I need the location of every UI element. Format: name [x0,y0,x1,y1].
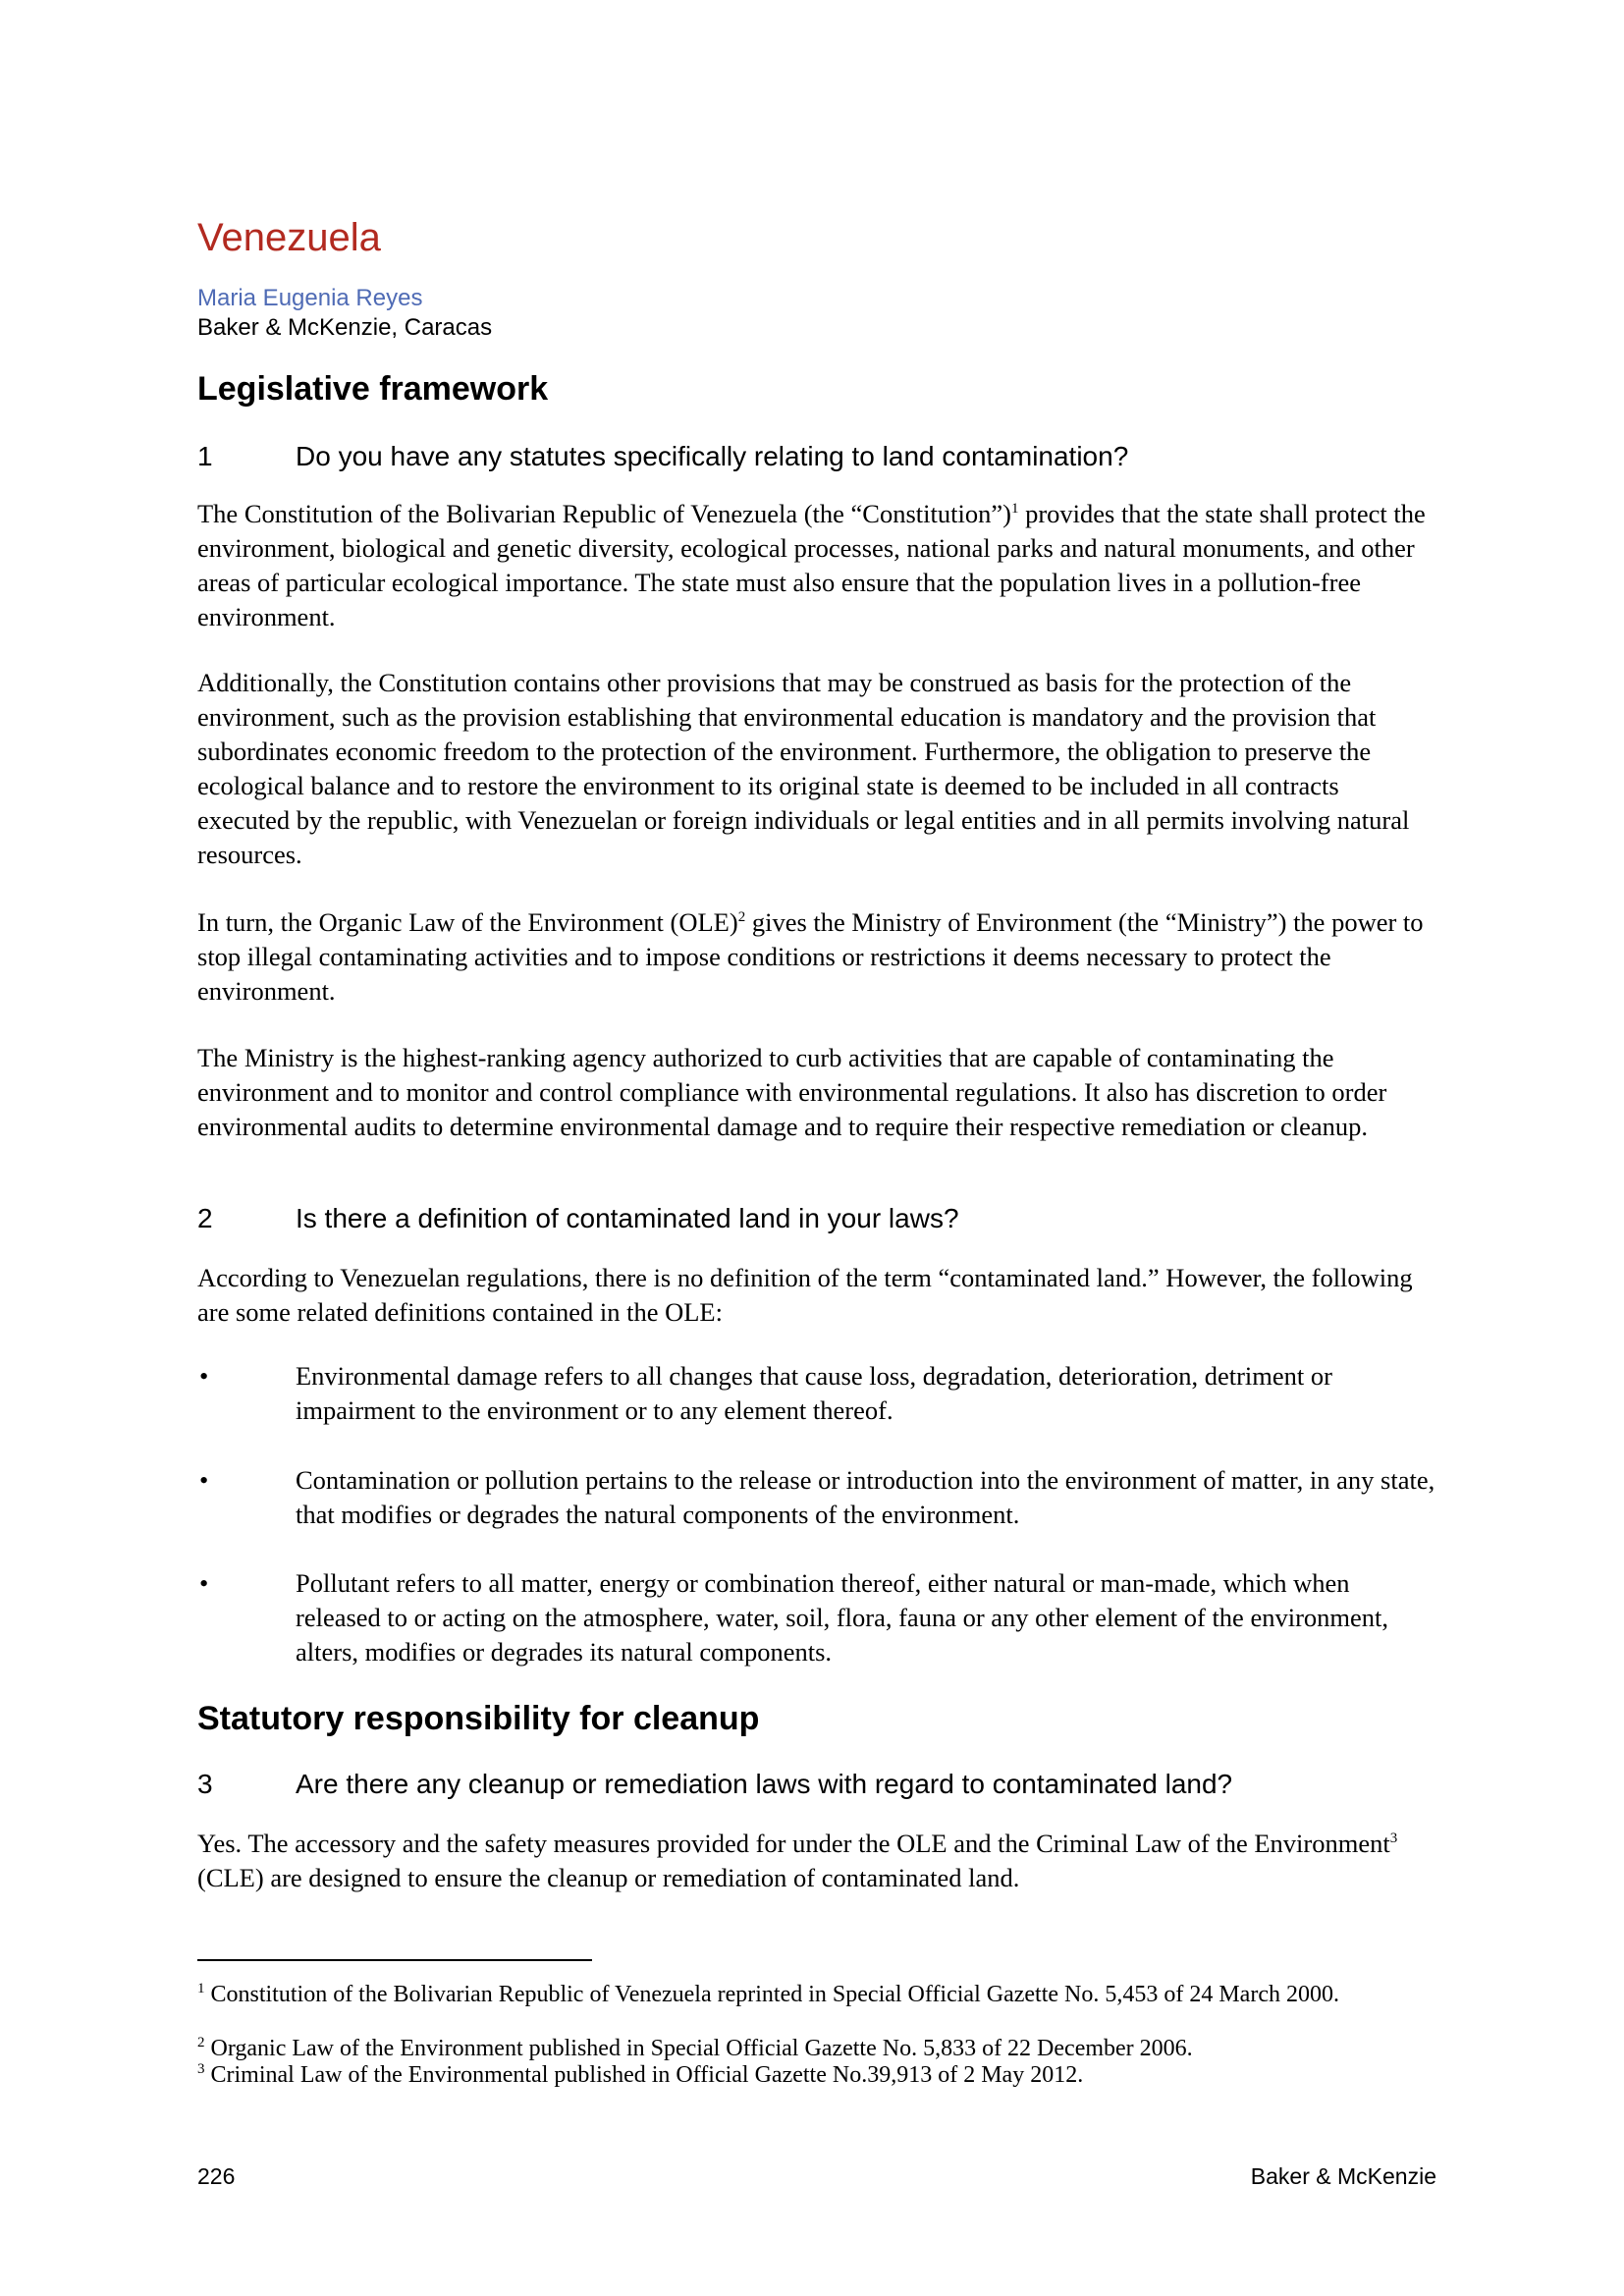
question-2 [197,1202,959,1235]
paragraph-text: (CLE) are designed to ensure the cleanup or remediation of contaminated land. [197,1863,1020,1892]
bullet-item [197,1359,1436,1428]
paragraph [197,905,1436,1009]
paragraph-text: The Constitution of the Bolivarian Republic of Venezuela (the “Constitution”) [197,499,1011,528]
footnote-1 [197,1982,1436,2008]
footnote-2 [197,2036,1436,2062]
paragraph [197,1827,1436,1895]
paragraph-text: gives the Ministry of Environment (the “Ministry”) the power to stop illegal contaminating activities and to impose conditions or restrictions it deems necessary to protect the environment. [197,907,1424,1006]
footnote-mark: 3 [197,2061,205,2077]
bullet-item [197,1566,1436,1669]
question-text: Is there a definition of contaminated land in your laws? [296,1203,959,1233]
question-number: 2 [197,1203,213,1233]
paragraph: According to Venezuelan regulations, there is no definition of the term “contaminated land.” However, the following are some related definitions contained in the OLE: [197,1263,1413,1327]
section-heading-statutory-responsibility: Statutory responsibility for cleanup [197,1700,760,1737]
footnote-mark: 1 [197,1981,205,1996]
footnote-ref[interactable]: 1 [1010,501,1019,518]
author-firm: Baker & McKenzie, Caracas [197,314,493,341]
paragraph-text: Yes. The accessory and the safety measures provided for under the OLE and the Criminal Law of the Environment [197,1829,1390,1858]
page-title: Venezuela [197,216,381,259]
footnote-ref[interactable]: 3 [1389,1831,1398,1847]
bullet-item [197,1463,1436,1532]
bullet-text: Pollutant refers to all matter, energy or combination thereof, either natural or man-made, which when released to or acting on the atmosphere, water, soil, flora, fauna or any other element of the environment, alters, modifies or degrades its natural components. [296,1568,1388,1667]
paragraph: Additionally, the Constitution contains other provisions that may be construed as basis for the protection of the environment, such as the provision establishing that environmental education is mandatory and the provision that subordinates economic freedom to the protection of the environment. Furthermore, the obligation to preserve the ecological balance and to restore the environment to its original state is deemed to be included in all contracts executed by the republic, with Venezuelan or foreign individuals or legal entities and in all permits involving natural resources. [197,668,1410,869]
footnote-ref[interactable]: 2 [737,909,746,926]
paragraph-text: provides that the state shall protect the environment, biological and genetic diversity, ecological processes, national parks and natural monuments, and other areas of particular ecological importance. The state must also ensure that the population lives in a pollution-free environment. [197,499,1426,631]
footnote-separator [197,1959,592,1961]
bullet-icon: • [199,1361,209,1391]
bullet-icon: • [199,1568,209,1598]
footnote-text: Constitution of the Bolivarian Republic of Venezuela reprinted in Special Official Gazette No. 5,453 of 24 March 2000. [204,1982,1339,2007]
paragraph [197,497,1436,634]
bullet-text: Environmental damage refers to all changes that cause loss, degradation, deterioration, detriment or impairment to the environment or to any element thereof. [296,1361,1332,1425]
paragraph-text: In turn, the Organic Law of the Environment (OLE) [197,907,738,937]
question-number: 3 [197,1769,213,1799]
question-3 [197,1768,1232,1801]
author-name: Maria Eugenia Reyes [197,285,423,311]
question-text: Are there any cleanup or remediation laws with regard to contaminated land? [296,1769,1233,1799]
footnote-text: Organic Law of the Environment published in Special Official Gazette No. 5,833 of 22 December 2006. [204,2036,1193,2061]
question-number: 1 [197,441,213,471]
footnote-mark: 2 [197,2035,205,2050]
footnote-3 [197,2062,1436,2089]
bullet-text: Contamination or pollution pertains to the release or introduction into the environment of matter, in any state, that modifies or degrades the natural components of the environment. [296,1465,1435,1529]
paragraph: The Ministry is the highest-ranking agency authorized to curb activities that are capable of contaminating the environment and to monitor and control compliance with environmental regulations. It also has discretion to order environmental audits to determine environmental damage and to require their respective remediation or cleanup. [197,1043,1387,1141]
footnote-text: Criminal Law of the Environmental published in Official Gazette No.39,913 of 2 May 2012. [204,2062,1084,2088]
section-heading-legislative-framework: Legislative framework [197,370,549,408]
footer-publisher: Baker & McKenzie [1250,2163,1436,2189]
bullet-icon: • [199,1465,209,1495]
question-text: Do you have any statutes specifically relating to land contamination? [296,441,1129,471]
question-1 [197,440,1128,473]
page-number: 226 [197,2163,236,2189]
